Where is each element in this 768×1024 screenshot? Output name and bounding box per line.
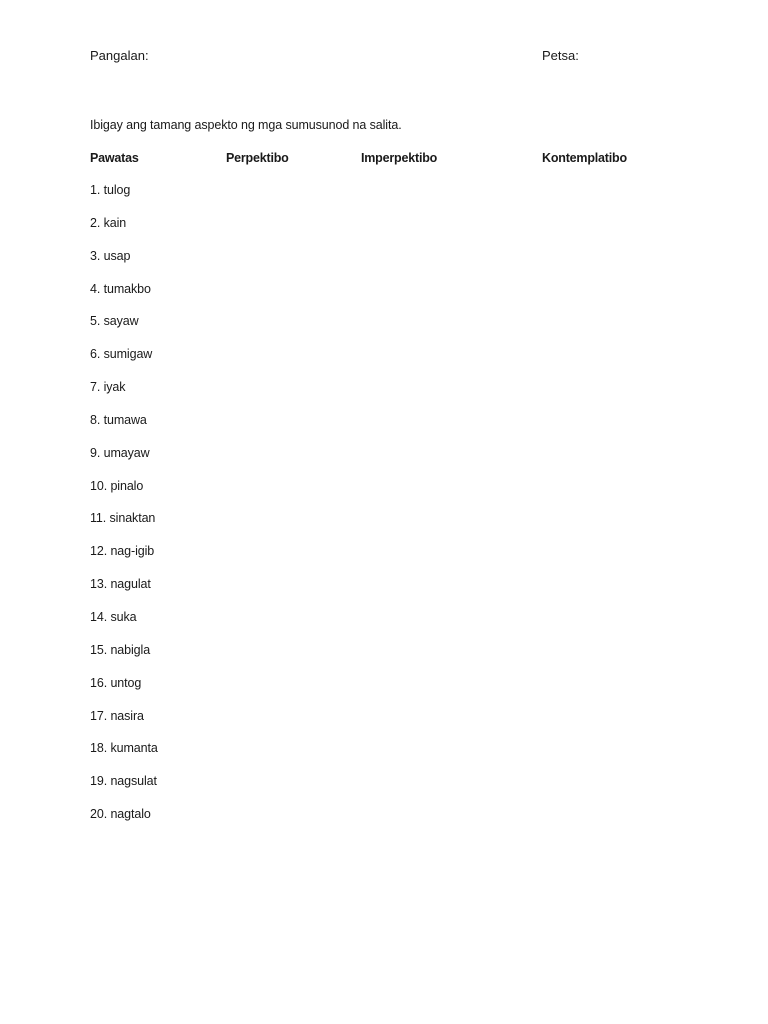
word-list (90, 182, 158, 839)
instruction-text: Ibigay ang tamang aspekto ng mga sumusunod na salita. (90, 118, 402, 132)
list-item: 1. tulog (90, 183, 131, 197)
list-item: 9. umayaw (90, 445, 150, 460)
column-header-imperpektibo: Imperpektibo (361, 151, 438, 165)
list-item: 3. usap (90, 248, 131, 263)
list-item: 7. iyak (90, 380, 126, 395)
column-header-pawatas: Pawatas (90, 151, 139, 165)
list-item: 18. kumanta (90, 741, 158, 756)
list-item: 13. nagulat (90, 577, 151, 592)
list-item: 12. nag-igib (90, 544, 155, 559)
list-item: 2. kain (90, 215, 127, 230)
list-item: 8. tumawa (90, 412, 147, 427)
list-item: 19. nagsulat (90, 774, 157, 789)
list-item: 14. suka (90, 609, 137, 624)
list-item: 6. sumigaw (90, 347, 153, 362)
column-header-kontemplatibo: Kontemplatibo (542, 151, 627, 165)
list-item: 15. nabigla (90, 642, 151, 657)
name-label: Pangalan: (90, 48, 149, 63)
date-label: Petsa: (542, 48, 579, 63)
column-header-row (0, 150, 768, 168)
list-item: 16. untog (90, 675, 142, 690)
list-item: 17. nasira (90, 708, 144, 723)
column-header-perpektibo: Perpektibo (226, 151, 289, 165)
list-item: 4. tumakbo (90, 281, 151, 296)
list-item: 5. sayaw (90, 314, 139, 329)
list-item: 11. sinaktan (90, 511, 156, 526)
list-item: 20. nagtalo (90, 807, 151, 822)
list-item: 10. pinalo (90, 478, 144, 493)
